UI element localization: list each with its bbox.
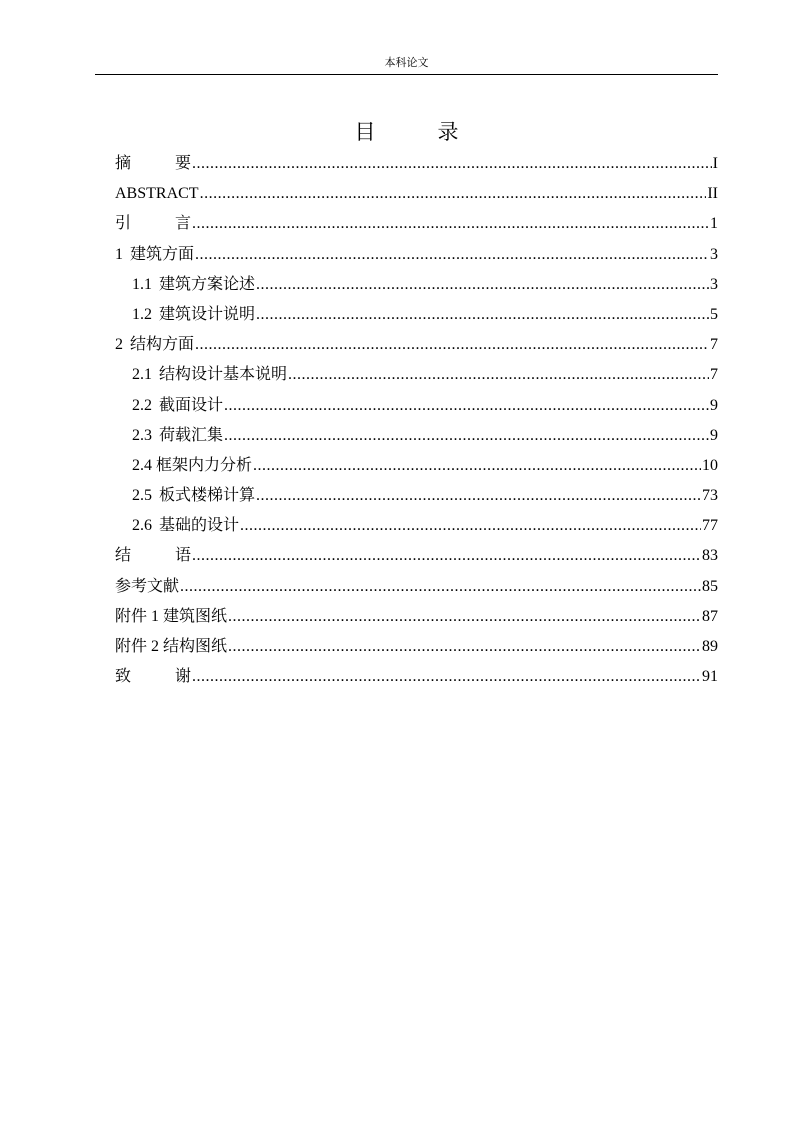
toc-dot-leader [180, 572, 701, 602]
toc-entry-label [132, 270, 255, 300]
toc-dot-leader [228, 602, 701, 632]
toc-entry-number: 2.5 [132, 487, 152, 505]
toc-entry[interactable] [115, 421, 718, 451]
toc-entry-label [132, 421, 223, 451]
toc-entry-page: 3 [710, 275, 718, 293]
toc-dot-leader [288, 360, 709, 390]
toc-entry[interactable] [115, 602, 718, 632]
toc-entry[interactable] [115, 149, 718, 179]
toc-dot-leader [224, 421, 709, 451]
toc-dot-leader [228, 632, 701, 662]
toc-entry-text: 建筑设计说明 [159, 305, 256, 323]
toc-entry-page: 9 [710, 426, 718, 444]
toc-entry[interactable] [115, 511, 718, 541]
toc-entry-label [115, 179, 199, 209]
toc-entry-label [115, 541, 191, 571]
toc-entry-label [132, 511, 239, 541]
toc-entry-char: 引 [115, 215, 132, 233]
toc-entry-label [115, 662, 191, 692]
toc-dot-leader [224, 391, 709, 421]
toc-dot-leader [195, 240, 709, 270]
toc-entry-number: 2.1 [132, 366, 152, 384]
toc-entry-text: 截面设计 [159, 396, 224, 414]
toc-entry[interactable] [115, 240, 718, 270]
toc-dot-leader [192, 209, 709, 239]
header-text: 本科论文 [384, 57, 429, 69]
toc-entry-text: 板式楼梯计算 [159, 487, 256, 505]
toc-entry-label [115, 149, 191, 179]
toc-entry-char: 摘 [115, 155, 132, 172]
page-header [95, 56, 718, 75]
toc-dot-leader [195, 330, 709, 360]
toc-entry-label [132, 481, 255, 511]
toc-entry-page: 85 [702, 577, 718, 595]
toc-entry-page: 83 [702, 547, 718, 565]
toc-dot-leader [192, 541, 701, 571]
toc-dot-leader [256, 481, 701, 511]
toc-entry-text: 荷载汇集 [159, 426, 224, 444]
toc-dot-leader [256, 300, 709, 330]
toc-entry-label [132, 391, 223, 421]
toc-entry-label [115, 572, 179, 602]
toc-entry-number: 2.3 [132, 426, 152, 444]
toc-dot-leader [192, 662, 701, 692]
toc-entry-number: 2.2 [132, 396, 152, 414]
toc-entry-label [115, 240, 194, 270]
toc-entry-page: II [707, 185, 718, 203]
table-of-contents [115, 149, 718, 692]
toc-entry-text: 附件 1 建筑图纸 [115, 607, 228, 625]
toc-entry-page: 7 [710, 366, 718, 384]
toc-entry-page: 9 [710, 396, 718, 414]
toc-entry-char: 语 [174, 547, 191, 565]
toc-entry-label [115, 330, 194, 360]
toc-entry-page: 1 [710, 215, 718, 233]
toc-dot-leader [192, 149, 712, 179]
toc-entry-number: 1 [115, 245, 123, 263]
toc-entry-page: 10 [702, 456, 718, 474]
toc-entry-label [132, 360, 287, 390]
toc-entry-label [115, 602, 227, 632]
toc-entry-text: 附件 2 结构图纸 [115, 638, 228, 655]
toc-entry[interactable] [115, 451, 718, 481]
toc-entry-char: 言 [174, 215, 191, 233]
toc-entry-text: 结构方面 [130, 336, 195, 354]
toc-title-right: 录 [437, 120, 459, 144]
toc-entry-page: 73 [702, 487, 718, 505]
toc-entry-char: 致 [115, 668, 132, 686]
toc-entry-label [115, 209, 191, 239]
toc-entry[interactable] [115, 481, 718, 511]
toc-entry[interactable] [115, 662, 718, 692]
toc-entry-label [115, 632, 227, 662]
toc-entry-number: 2.6 [132, 517, 152, 535]
toc-entry-page: 5 [710, 305, 718, 323]
toc-entry-page: 77 [702, 517, 718, 535]
toc-entry-text: 基础的设计 [159, 517, 240, 535]
toc-entry-page: 91 [702, 668, 718, 686]
toc-entry[interactable] [115, 179, 718, 209]
toc-entry-page: I [712, 155, 718, 172]
toc-entry-char: 要 [174, 155, 191, 172]
toc-entry-page: 3 [710, 245, 718, 263]
toc-entry[interactable] [115, 330, 718, 360]
toc-entry-text: 结构设计基本说明 [159, 366, 288, 384]
toc-entry[interactable] [115, 209, 718, 239]
toc-entry-label [132, 300, 255, 330]
toc-dot-leader [200, 179, 707, 209]
toc-entry[interactable] [115, 632, 718, 662]
toc-entry-page: 89 [702, 638, 718, 655]
toc-title [95, 118, 718, 146]
toc-entry-char: 结 [115, 547, 132, 565]
toc-entry[interactable] [115, 300, 718, 330]
toc-dot-leader [253, 451, 701, 481]
toc-entry-text: 建筑方案论述 [159, 275, 256, 293]
toc-entry-text: 建筑方面 [130, 245, 195, 263]
toc-entry[interactable] [115, 572, 718, 602]
toc-entry-label [132, 451, 252, 481]
toc-entry[interactable] [115, 270, 718, 300]
toc-entry-number: 2 [115, 336, 123, 354]
toc-entry-number: 1.1 [132, 275, 152, 293]
toc-entry-text: 参考文献 [115, 577, 180, 595]
toc-entry[interactable] [115, 391, 718, 421]
toc-title-left: 目 [354, 120, 376, 144]
toc-dot-leader [256, 270, 709, 300]
toc-entry-text: 2.4 框架内力分析 [132, 456, 253, 474]
toc-entry-char: 谢 [174, 668, 191, 686]
toc-dot-leader [240, 511, 701, 541]
toc-entry[interactable] [115, 541, 718, 571]
toc-entry[interactable] [115, 360, 718, 390]
toc-entry-number: 1.2 [132, 305, 152, 323]
toc-entry-text: ABSTRACT [115, 185, 199, 203]
toc-entry-page: 87 [702, 607, 718, 625]
toc-entry-page: 7 [710, 336, 718, 354]
